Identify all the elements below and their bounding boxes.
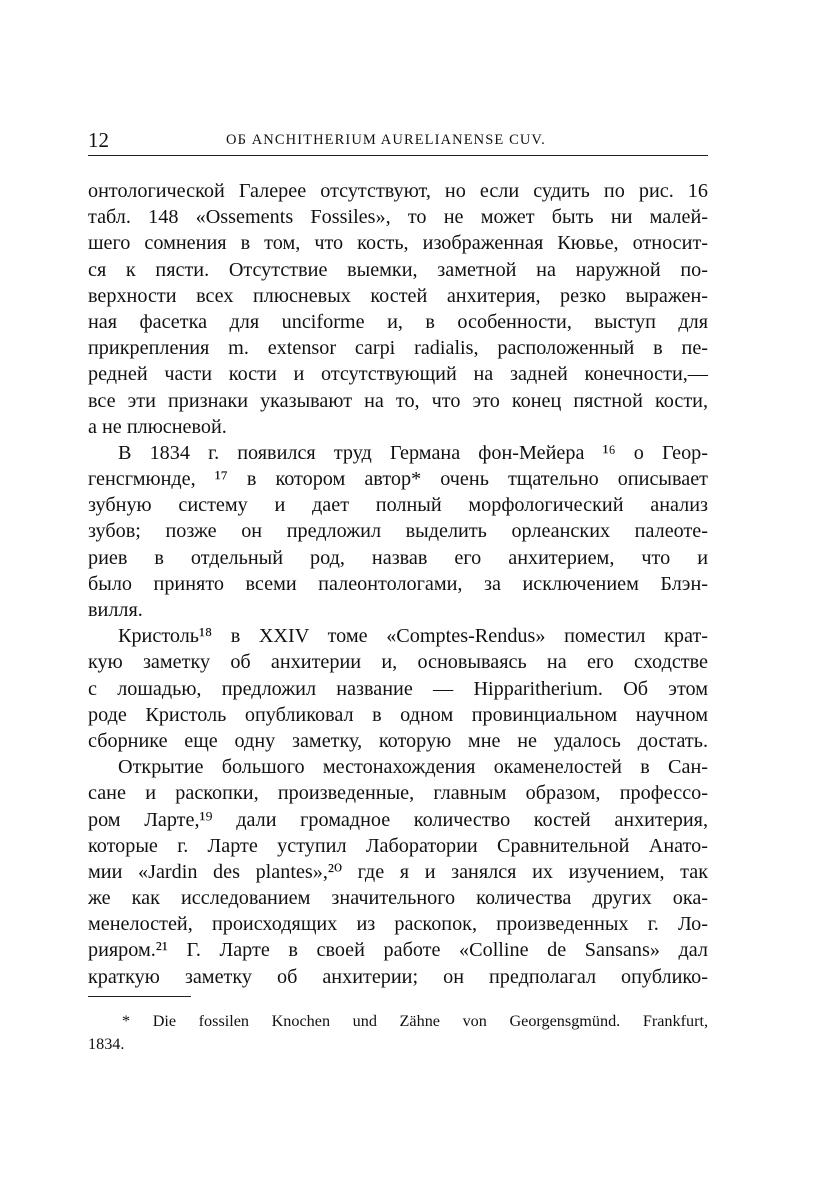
body-text [88,178,708,990]
header-rule [88,155,708,156]
text-line: роде Кристоль опубликовал в одном провинциальном научном [88,703,708,726]
text-line: рияром.²¹ Г. Ларте в своей работе «Colline de Sansans» дал [88,939,708,962]
text-line: же как исследованием значительного количества других ока- [88,887,708,910]
page [88,0,708,1191]
text-line: все эти признаки указывают на то, что это конец пястной кости, [88,389,708,412]
page-number: 12 [88,128,109,152]
text-line: с лошадью, предложил название — Hipparitherium. Об этом [88,677,708,700]
text-line: ся к пясти. Отсутствие выемки, заметной на наружной по- [88,258,708,281]
text-line: прикрепления m. extensor carpi radialis, расположенный в пе- [88,337,708,360]
text-line: шего сомнения в том, что кость, изображенная Кювье, относит- [88,232,708,255]
text-line: менелостей, происходящих из раскопок, произведенных г. Ло- [88,913,708,936]
text-line: генсгмюнде, ¹⁷ в котором автор* очень тщательно описывает [88,468,708,491]
footnote-rule [88,996,191,997]
text-line: кую заметку об анхитерии и, основываясь на его сходстве [88,651,708,674]
text-line: Кристоль¹⁸ в XXIV томе «Comptes-Rendus» поместил крат- [118,625,708,648]
text-line: а не плюсневой. [88,415,227,438]
footnote-line: 1834. [88,1035,125,1053]
text-line: сборнике еще одну заметку, которую мне не удалось достать. [88,729,708,752]
text-line: было принято всеми палеонтологами, за исключением Блэн- [88,572,708,595]
text-line: ром Ларте,¹⁹ дали громадное количество костей анхитерия, [88,808,708,831]
text-line: краткую заметку об анхитерии; он предполагал опублико- [88,965,708,988]
text-line: ная фасетка для unciforme и, в особенности, выступ для [88,310,708,333]
footnote-line: * Die fossilen Knochen und Zähne von Georgensgmünd. Frankfurt, [122,1012,708,1030]
text-line: табл. 148 «Ossements Fossiles», то не может быть ни малей- [88,206,708,229]
text-line: мии «Jardin des plantes»,²⁰ где я и занялся их изучением, так [88,860,708,883]
text-line: онтологической Галерее отсутствуют, но если судить по рис. 16 [88,180,708,202]
text-line: редней части кости и отсутствующий на задней конечности,— [88,363,708,386]
footnotes [88,1010,708,1056]
text-line: В 1834 г. появился труд Германа фон-Мейера ¹⁶ о Геор- [118,441,708,464]
text-line: верхности всех плюсневых костей анхитерия, резко выражен- [88,284,708,307]
text-line: зубов; позже он предложил выделить орлеанских палеоте- [88,520,708,543]
running-title: ОБ ANCHITHERIUM AURELIANENSE CUV. [226,132,546,148]
text-line: сане и раскопки, произведенные, главным образом, профессо- [88,782,708,805]
text-line: Открытие большого местонахождения окаменелостей в Сан- [118,756,708,779]
page-header [88,128,708,154]
text-line: вилля. [88,599,143,621]
text-line: зубную систему и дает полный морфологический анализ [88,494,708,517]
text-line: которые г. Ларте уступил Лаборатории Сравнительной Анато- [88,834,708,857]
text-line: риев в отдельный род, назвав его анхитерием, что и [88,546,708,569]
